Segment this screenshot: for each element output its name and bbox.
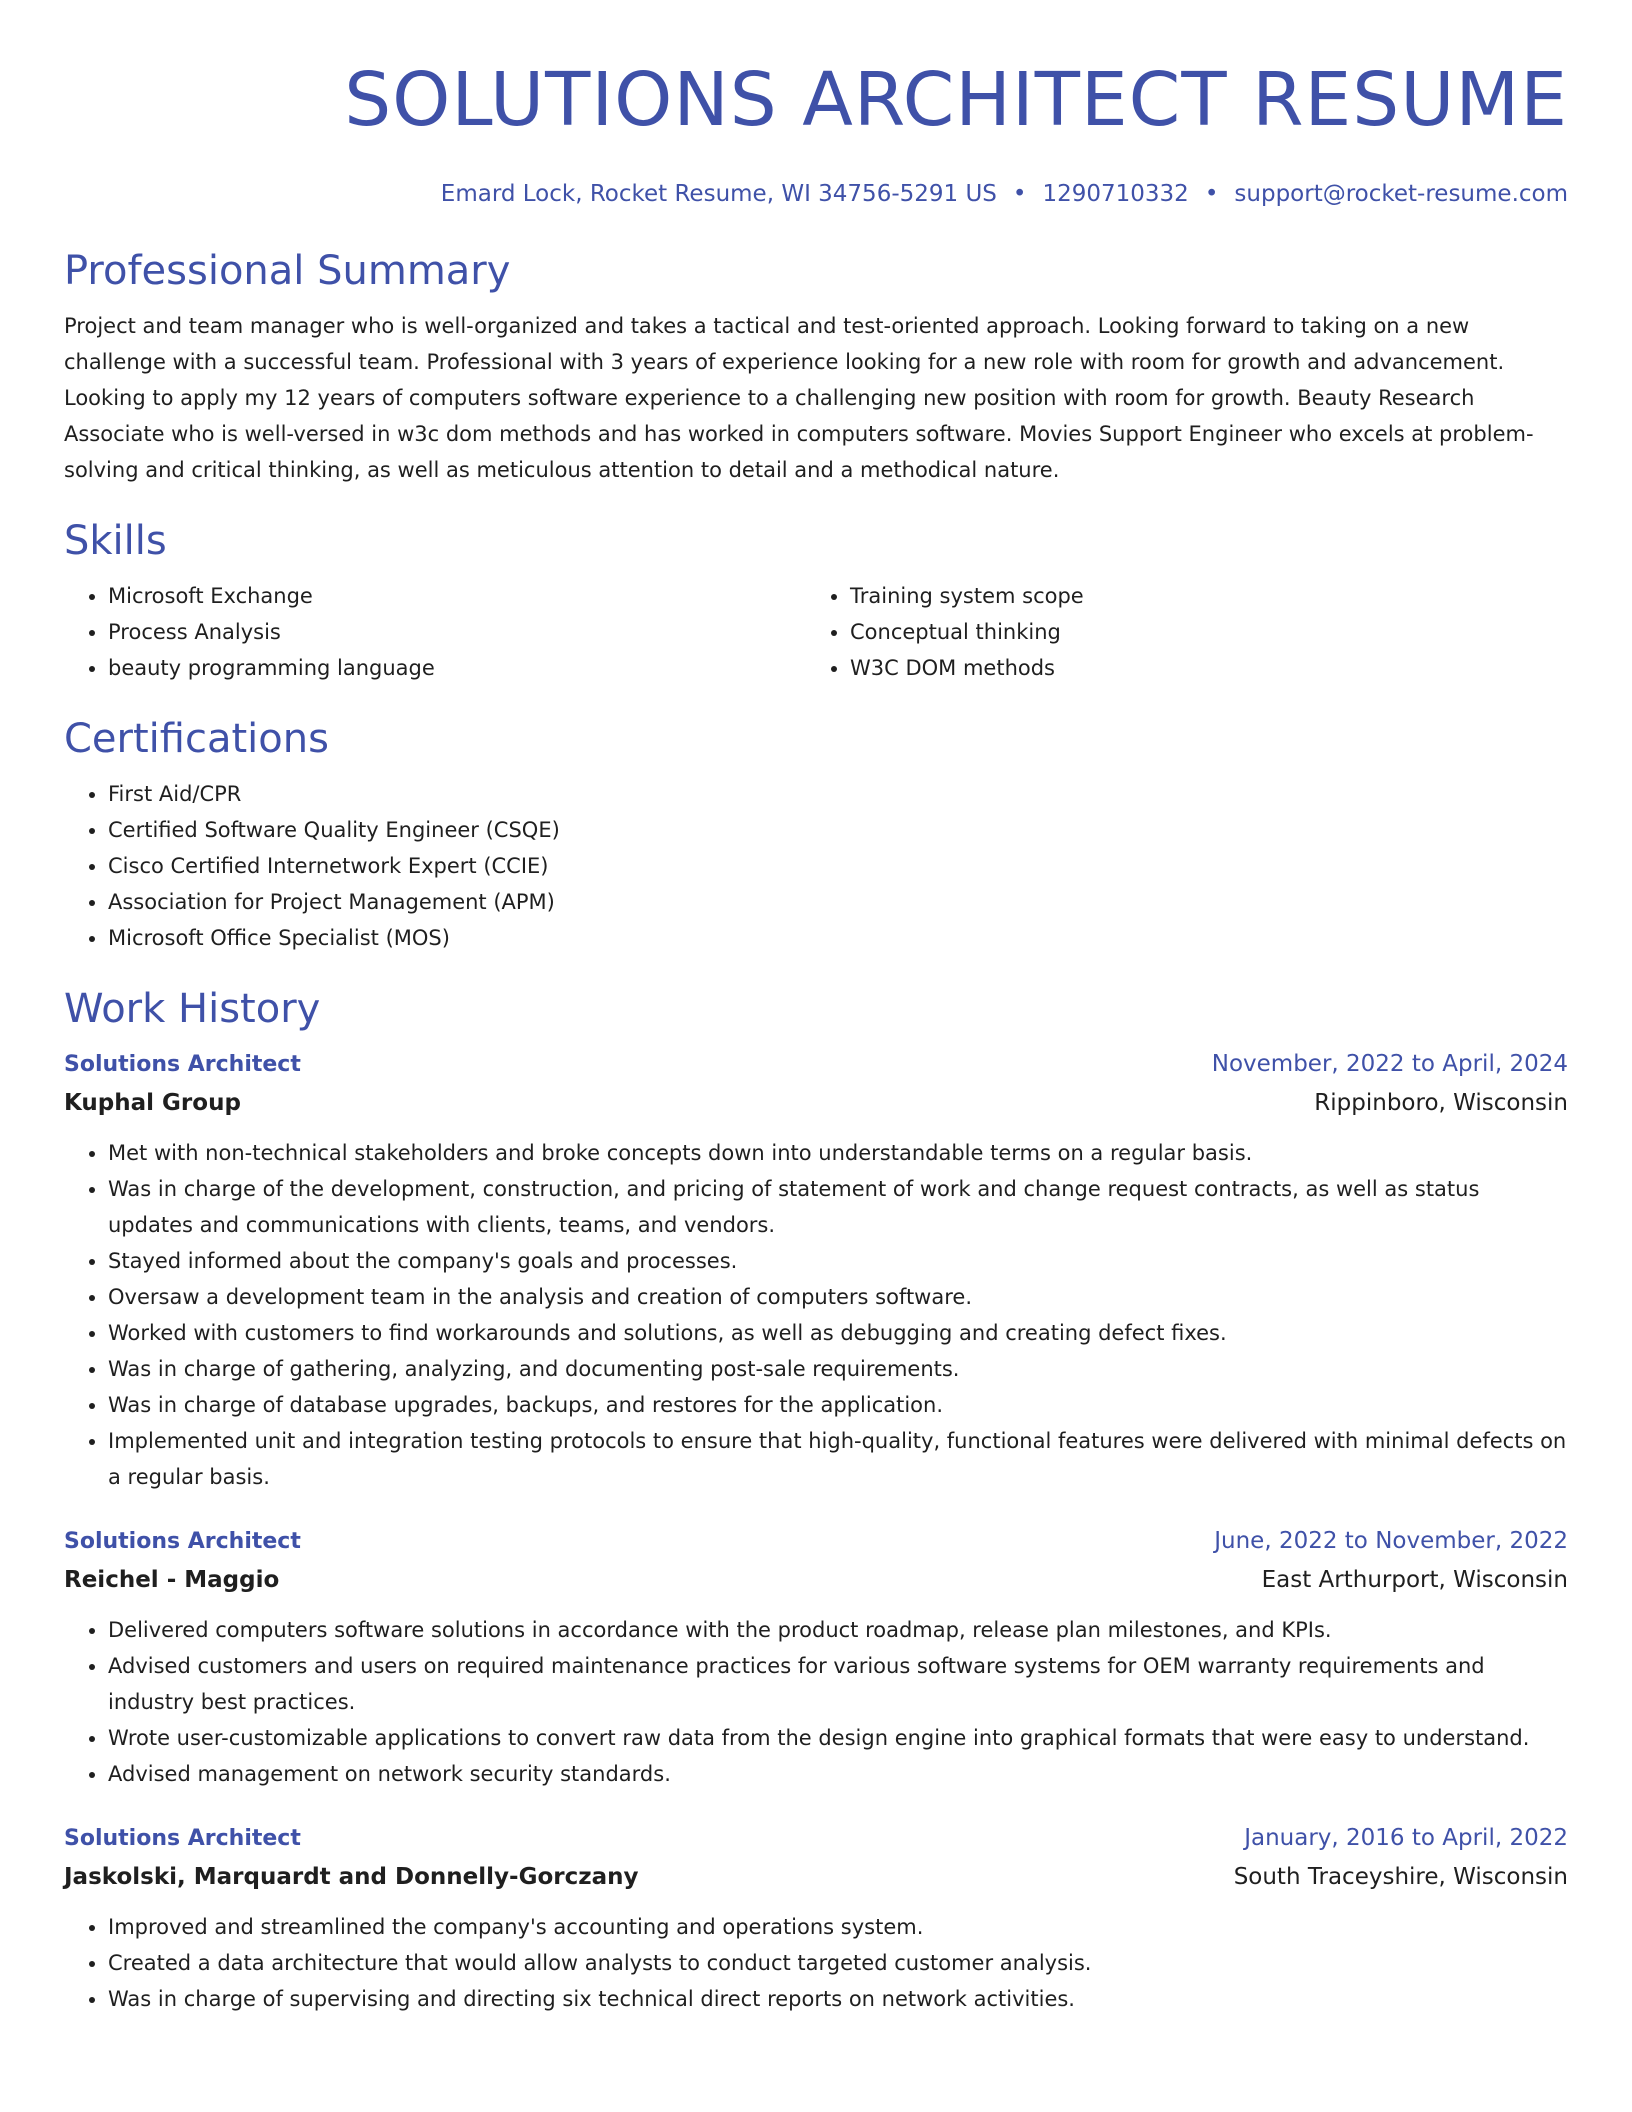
job-company: Kuphal Group [64, 1090, 241, 1116]
certification-item: • First Aid/CPR [108, 776, 1568, 812]
job-company-row [64, 1083, 1568, 1123]
skill-item: • Process Analysis [108, 614, 806, 650]
job-bullet: • Met with non-technical stakeholders and broke concepts down into understandable terms on a regular basis. [108, 1135, 1568, 1171]
contact-separator: • [1012, 181, 1027, 207]
job-location: Rippinboro, Wisconsin [1314, 1090, 1568, 1116]
professional-summary-section [64, 244, 1568, 488]
job-bullet: • Delivered computers software solutions in accordance with the product roadmap, release plan milestones, and KPIs. [108, 1612, 1568, 1648]
contact-address: Emard Lock, Rocket Resume, WI 34756-5291 US [440, 181, 997, 207]
job-title: Solutions Architect [64, 1826, 301, 1851]
section-heading-skills: Skills [64, 518, 167, 564]
job-bullet: • Was in charge of the development, construction, and pricing of statement of work and change request contracts, as well as status updates and communications with clients, teams, and vendors. [108, 1171, 1568, 1243]
job-bullet: • Oversaw a development team in the analysis and creation of computers software. [108, 1279, 1568, 1315]
job-bullets [64, 1612, 1568, 1792]
job-bullet: • Was in charge of supervising and directing six technical direct reports on network activities. [108, 1981, 1568, 2017]
job-company-row [64, 1857, 1568, 1897]
certification-item: • Microsoft Office Specialist (MOS) [108, 920, 1568, 956]
contact-line [64, 178, 1568, 210]
skill-item: • Conceptual thinking [850, 614, 1548, 650]
skills-column-right [806, 578, 1548, 686]
job-header-row [64, 1046, 1568, 1083]
job-header-row [64, 1523, 1568, 1560]
job-dates: November, 2022 to April, 2024 [1211, 1051, 1568, 1077]
summary-text: Project and team manager who is well-organized and takes a tactical and test-oriented approach. Looking forward to taking on a new challenge with a successful team. Professional with 3 years of experience looking for a new role with room for growth and advancement. Looking to apply my 12 years of computers software experience to a challenging new position with room for growth. Beauty Research Associate who is well-versed in w3c dom methods and has worked in computers software. Movies Support Engineer who excels at problem-solving and critical thinking, as well as meticulous attention to detail and a methodical nature. [64, 314, 1534, 482]
job-bullet: • Implemented unit and integration testing protocols to ensure that high-quality, functional features were delivered with minimal defects on a regular basis. [108, 1423, 1568, 1495]
job-dates: June, 2022 to November, 2022 [1214, 1528, 1568, 1554]
job-bullet: • Stayed informed about the company's goals and processes. [108, 1243, 1568, 1279]
job-company-row [64, 1560, 1568, 1600]
skill-item: • W3C DOM methods [850, 650, 1548, 686]
job-bullets [64, 1909, 1568, 2017]
job-title: Solutions Architect [64, 1529, 301, 1554]
job-entry [64, 1523, 1568, 1792]
job-entry [64, 1046, 1568, 1495]
job-bullet: • Was in charge of database upgrades, backups, and restores for the application. [108, 1387, 1568, 1423]
job-location: South Traceyshire, Wisconsin [1233, 1864, 1568, 1890]
skills-list-left [64, 578, 806, 686]
contact-phone: 1290710332 [1042, 181, 1189, 207]
contact-email: support@rocket-resume.com [1234, 181, 1568, 207]
certification-item: • Association for Project Management (APM) [108, 884, 1568, 920]
contact-separator: • [1204, 181, 1219, 207]
certifications-list [64, 776, 1568, 956]
skill-item: • Training system scope [850, 578, 1548, 614]
certifications-section [64, 712, 1568, 956]
job-bullets [64, 1135, 1568, 1495]
skills-list-right [806, 578, 1548, 686]
job-bullet: • Was in charge of gathering, analyzing, and documenting post-sale requirements. [108, 1351, 1568, 1387]
resume-title: SOLUTIONS ARCHITECT RESUME [344, 57, 1568, 143]
section-heading-certifications: Certifications [64, 716, 329, 762]
job-company: Jaskolski, Marquardt and Donnelly-Gorczany [64, 1864, 639, 1890]
work-history-section [64, 982, 1568, 2017]
job-company: Reichel - Maggio [64, 1567, 280, 1593]
job-title: Solutions Architect [64, 1052, 301, 1077]
skills-grid [64, 578, 1568, 686]
section-heading-summary: Professional Summary [64, 248, 511, 294]
job-bullet: • Created a data architecture that would allow analysts to conduct targeted customer analysis. [108, 1945, 1568, 1981]
resume-header [64, 50, 1568, 210]
certification-item: • Certified Software Quality Engineer (CSQE) [108, 812, 1568, 848]
job-bullet: • Wrote user-customizable applications to convert raw data from the design engine into graphical formats that were easy to understand. [108, 1720, 1568, 1756]
section-heading-work-history: Work History [64, 986, 321, 1032]
job-bullet: • Advised management on network security standards. [108, 1756, 1568, 1792]
skills-section [64, 514, 1568, 686]
skill-item: • beauty programming language [108, 650, 806, 686]
job-header-row [64, 1820, 1568, 1857]
job-bullet: • Worked with customers to find workarounds and solutions, as well as debugging and creating defect fixes. [108, 1315, 1568, 1351]
certification-item: • Cisco Certified Internetwork Expert (CCIE) [108, 848, 1568, 884]
job-bullet: • Advised customers and users on required maintenance practices for various software systems for OEM warranty requirements and industry best practices. [108, 1648, 1568, 1720]
job-entry [64, 1820, 1568, 2017]
job-dates: January, 2016 to April, 2022 [1244, 1825, 1568, 1851]
skill-item: • Microsoft Exchange [108, 578, 806, 614]
skills-column-left [64, 578, 806, 686]
job-location: East Arthurport, Wisconsin [1261, 1567, 1568, 1593]
job-bullet: • Improved and streamlined the company's accounting and operations system. [108, 1909, 1568, 1945]
